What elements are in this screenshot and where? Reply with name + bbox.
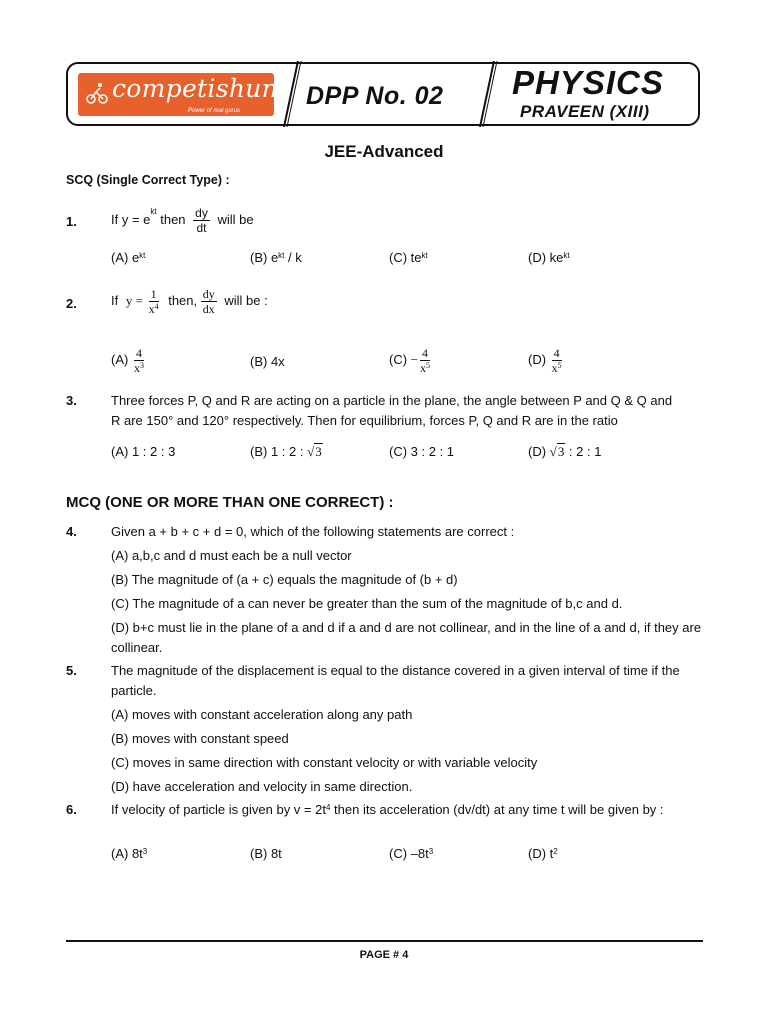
option: (B) 4x [250, 354, 285, 369]
option: (A) moves with constant acceleration along any path [111, 707, 413, 722]
question-number: 6. [66, 802, 77, 817]
question-5-stem: The magnitude of the displacement is equal to the distance covered in a given interval of time if the particle. [111, 663, 680, 698]
logo-name: competishun [112, 74, 279, 103]
option: (B) The magnitude of (a + c) equals the magnitude of (b + d) [111, 572, 458, 587]
q1-text: If y = e [111, 211, 151, 227]
derivative-fraction: $\frac{dy}{dx}$ [202, 287, 215, 316]
option: (C) 3 : 2 : 1 [389, 444, 455, 459]
exam-title: JEE-Advanced [324, 142, 444, 161]
page-number: PAGE # 4 [359, 949, 409, 961]
subject-title: PHYSICS [512, 64, 664, 101]
question-number: 3. [66, 393, 77, 408]
question-1-stem [111, 206, 254, 235]
option: (D) b+c must lie in the plane of a and d if a and d are not collinear, and in the line of a and d, if they are collinear. [111, 620, 702, 655]
brand-logo [78, 73, 279, 116]
section-scq-heading: SCQ (Single Correct Type) : [66, 173, 230, 187]
option: (C) The magnitude of a can never be greater than the sum of the magnitude of b,c and d. [111, 596, 623, 611]
option: (A) a,b,c and d must each be a null vector [111, 548, 352, 563]
derivative-fraction: $\frac{dy}{dt}$ [195, 206, 208, 235]
question-4-stem: Given a + b + c + d = 0, which of the following statements are correct : [111, 524, 515, 539]
header-divider [282, 61, 302, 127]
option: (B) 1 : 2 : √3 [250, 444, 322, 459]
section-mcq-heading: MCQ (ONE OR MORE THAN ONE CORRECT) : [66, 494, 394, 511]
option: (B) $e^{kt}$ / k [250, 250, 302, 265]
header-box [66, 62, 700, 126]
question-number: 5. [66, 663, 77, 678]
option: (A) $\frac{4}{x^3}$ [111, 346, 144, 375]
cyclist-icon [86, 81, 108, 105]
batch-name: PRAVEEN (XIII) [520, 102, 650, 121]
question-6-stem: If velocity of particle is given by $v = 2t^4$ then its acceleration (dv/dt) at any time t will be given by : [111, 802, 664, 817]
question-number: 4. [66, 524, 77, 539]
question-2-stem: If y = $\frac{1}{x^4}$ then, $\frac{dy}{dx}$ will be : [111, 287, 268, 316]
q1-text: then [156, 211, 186, 227]
q1-text: will be [217, 211, 254, 227]
question-3-line: Three forces P, Q and R are acting on a particle in the plane, the angle between P and Q & Q and [111, 393, 673, 408]
question-number: 2. [66, 296, 77, 311]
option: (D) have acceleration and velocity in same direction. [111, 779, 413, 794]
option: (C) − $\frac{4}{x^5}$ [389, 346, 431, 375]
option: (D) $t^2$ [528, 846, 558, 861]
option: (C) $-8t^3$ [389, 846, 434, 861]
question-number: 1. [66, 214, 77, 229]
option: (D) $\frac{4}{x^5}$ [528, 346, 562, 375]
option: (D) √3 : 2 : 1 [528, 444, 602, 459]
option: (A) 1 : 2 : 3 [111, 444, 176, 459]
question-3-line: R are 150° and 120° respectively. Then for equilibrium, forces P, Q and R are in the ratio [111, 413, 618, 428]
header-divider [478, 61, 498, 127]
logo-tagline: Power of real gurus [187, 108, 240, 114]
option: (B) moves with constant speed [111, 731, 289, 746]
option: (C) $te^{kt}$ [389, 250, 428, 265]
footer-rule [66, 940, 703, 942]
q1-exp: kt [150, 207, 157, 216]
option: (A) $8t^3$ [111, 846, 148, 861]
option: (C) moves in same direction with constant velocity or with variable velocity [111, 755, 538, 770]
option: (A) $e^{kt}$ [111, 250, 146, 265]
option: (D) $ke^{kt}$ [528, 250, 570, 265]
dpp-number: DPP No. 02 [306, 82, 444, 110]
fraction: $\frac{1}{x^4}$ [148, 287, 159, 316]
option: (B) 8t [250, 846, 282, 861]
